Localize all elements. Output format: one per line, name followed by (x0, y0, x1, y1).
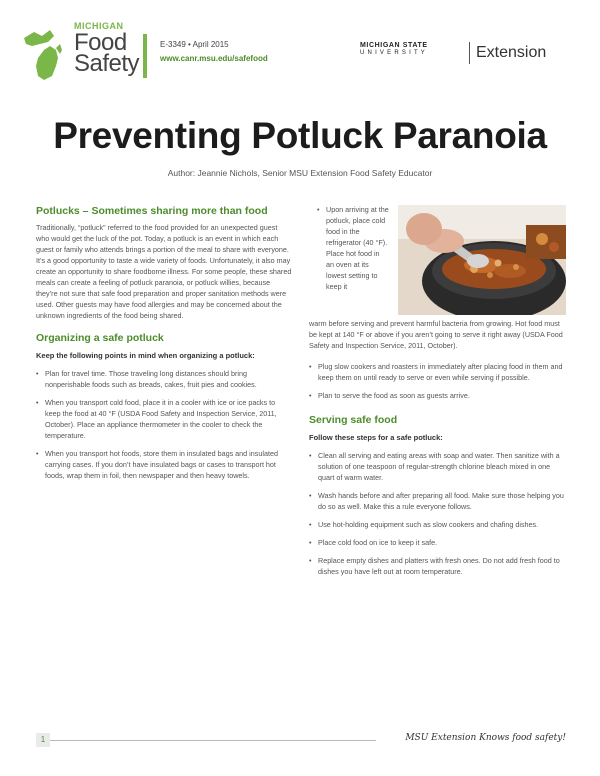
footer-tagline: MSU Extension Knows food safety! (405, 733, 566, 743)
list-item: • When you transport cold food, place it in a cooler with ice or ice packs to keep the food at 40 °F (USDA Food Safety and Inspection Service, 2011, October). Place an appliance thermometer in the cooler to check the temperature. (36, 398, 292, 442)
list-item: • Replace empty dishes and platters with fresh ones. Do not add fresh food to dishes you have left out at room temperature. (309, 556, 567, 578)
msu-wordmark (360, 42, 428, 58)
slow-cooker-photo (398, 205, 566, 315)
arrival-list (317, 205, 389, 293)
serving-list (309, 451, 567, 577)
logo-michigan-text: MICHIGAN (74, 21, 124, 31)
list-item: • Plan for travel time. Those traveling long distances should bring nonperishable foods such as breads, cakes, fruit pies and cookies. (36, 369, 292, 391)
msu-divider (469, 42, 470, 64)
organizing-list (36, 369, 292, 481)
right-column (309, 319, 567, 585)
header-divider-bar (143, 34, 147, 78)
section-heading-serving: Serving safe food (309, 413, 398, 426)
right-column-top (317, 205, 389, 300)
publication-info (160, 38, 268, 67)
section-heading-organizing: Organizing a safe potluck (36, 331, 164, 344)
publication-id: E-3349 • April 2015 (160, 40, 229, 49)
page-number: 1 (36, 733, 50, 747)
section-lead-serving: Follow these steps for a safe potluck: (309, 432, 443, 442)
list-item: • Clean all serving and eating areas with soap and water. Then sanitize with a solution of one teaspoon of regular-strength chlorine bleach mixed in one quart of warm water. (309, 451, 567, 484)
left-column (36, 205, 292, 489)
msu-university: UNIVERSITY (360, 50, 429, 57)
list-item: • Plan to serve the food as soon as guests arrive. (309, 391, 567, 402)
header (0, 0, 600, 110)
list-item: • Place cold food on ice to keep it safe. (309, 538, 567, 549)
logo-food-text: Food (74, 29, 127, 56)
section-body-potlucks: Traditionally, “potluck” referred to the food provided for an unexpected guest who would get the luck of the pot. Today, a potluck is an event in which each guest or family who attends brings a portion of the meal to share with everyone. It’s a good opportunity to taste a wide variety of foods. Unfortunately, it also may create an opportunity to share foodborne illness. For some people, these shared meals can create a feeling of potluck paranoia, or potluck willies, because they’re not sure that safe food preparation and proper sanitation methods were used. Other guests may have food allergies and may be concerned about the unknown ingredients of the food being shared. (36, 223, 292, 320)
right-continued-text: warm before serving and prevent harmful bacteria from growing. Hot food must be kept at 140 °F or above if you aren’t going to serve it right away (USDA Food Safety and Inspection Service, 2011, October). (309, 319, 563, 350)
right-list (309, 362, 567, 402)
author-line: Author: Jeannie Nichols, Senior MSU Extension Food Safety Educator (167, 168, 433, 178)
msu-extension-label: Extension (476, 44, 547, 61)
list-item: • Plug slow cookers and roasters in immediately after placing food in them and keep them on until ready to serve or even while serving if possible. (309, 362, 567, 384)
page-title: Preventing Potluck Paranoia (53, 115, 547, 156)
list-item: • Wash hands before and after preparing all food. Make sure those helping you do so as well. Make this a rule everyone follows. (309, 491, 567, 513)
publication-url-link[interactable]: www.canr.msu.edu/safefood (160, 54, 268, 64)
section-heading-potlucks: Potlucks – Sometimes sharing more than food (36, 205, 268, 217)
list-item: • When you transport hot foods, store them in insulated bags and insulated carrying cases. If you don’t have insulated bags or cases to transport hot foods, wrap them in foil, then newspaper and then heavy towels. (36, 449, 292, 482)
list-item: • Use hot-holding equipment such as slow cookers and chafing dishes. (309, 520, 567, 531)
food-safety-logo (74, 22, 139, 76)
msu-name: MICHIGAN STATE (360, 42, 428, 49)
footer-divider (36, 740, 376, 741)
list-item: • Upon arriving at the potluck, place cold food in the refrigerator (40 °F). Place hot food in an oven at its lowest setting to keep it (317, 205, 389, 293)
section-lead-organizing: Keep the following points in mind when organizing a potluck: (36, 350, 255, 360)
michigan-state-map-icon (20, 20, 80, 84)
logo-safety-text: Safety (74, 50, 140, 77)
